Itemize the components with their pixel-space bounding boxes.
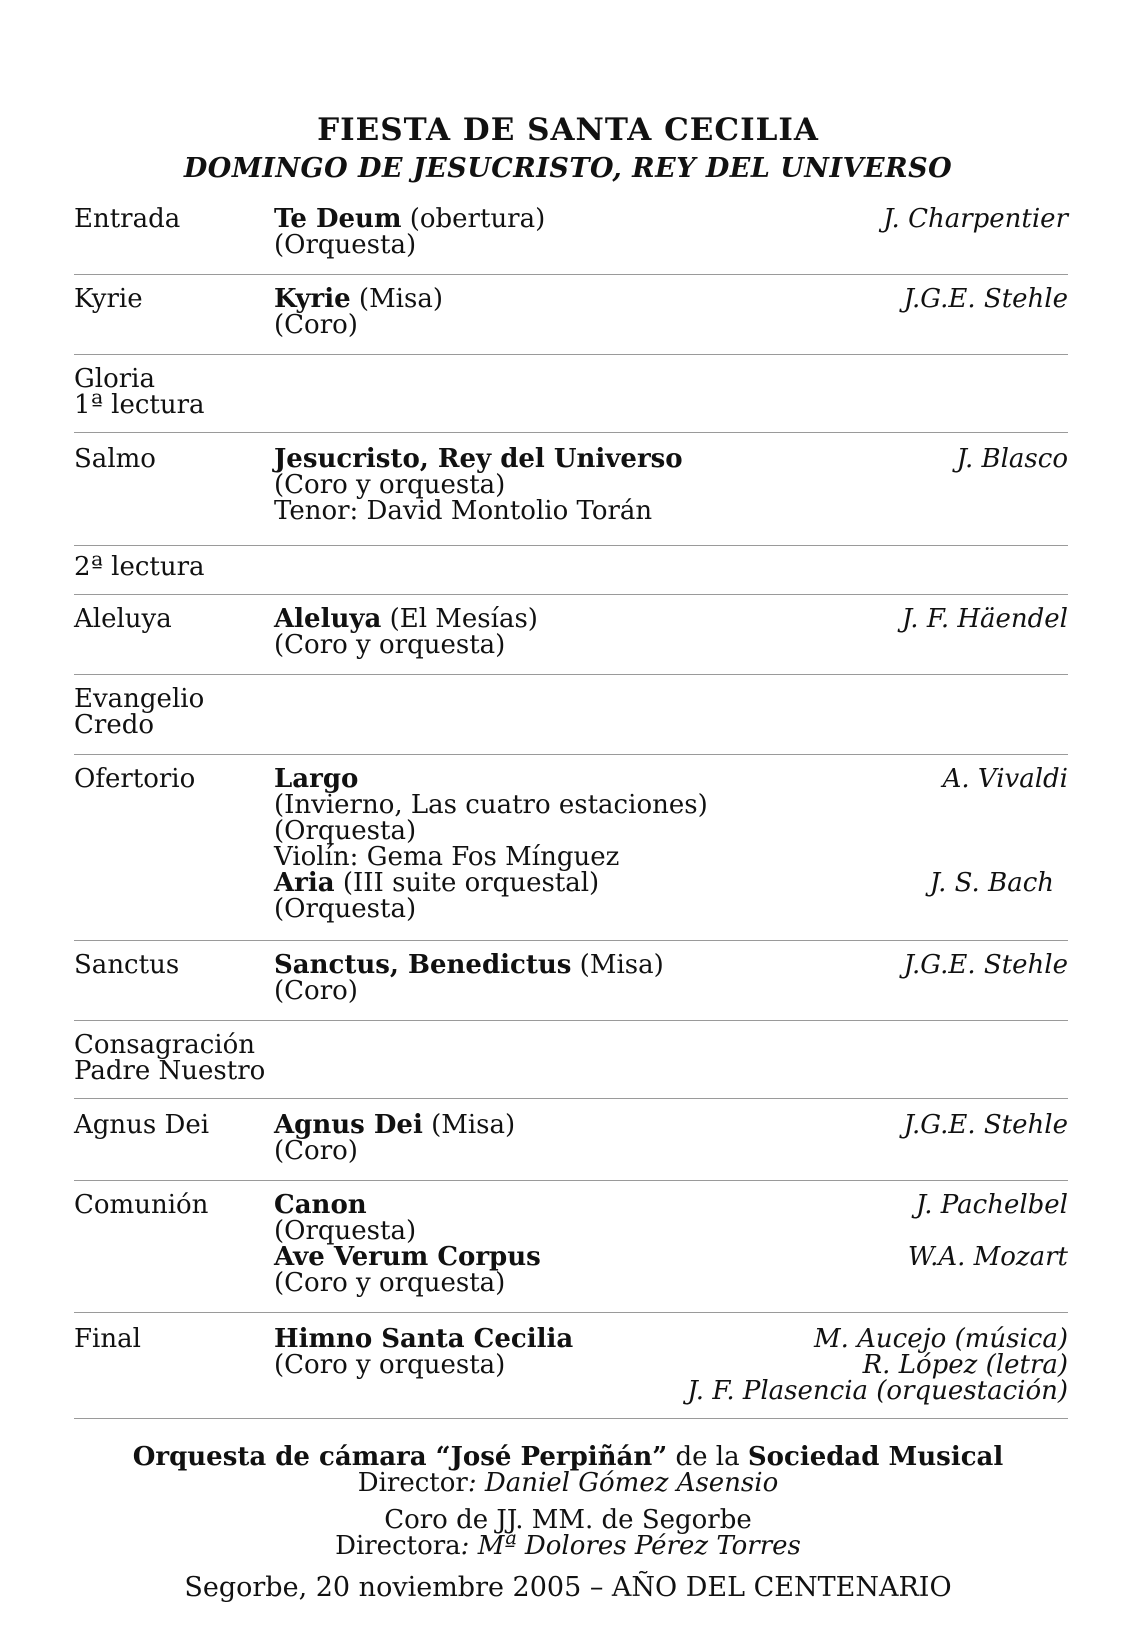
- orchestra-credit: Orquesta de cámara “José Perpiñán” de la Sociedad Musical: [132, 1442, 1004, 1472]
- work-detail: (Misa): [350, 284, 443, 314]
- performers: (Orquesta): [274, 230, 417, 260]
- composer: J. F. Häendel: [901, 604, 1068, 634]
- divider: [74, 674, 1068, 675]
- soloist: Violín: Gema Fos Mínguez: [274, 842, 620, 872]
- work-detail: (Invierno, Las cuatro estaciones): [274, 790, 708, 820]
- performers: (Coro y orquesta): [274, 1350, 506, 1380]
- work-block: [274, 206, 545, 258]
- work-title: Agnus Dei: [274, 1110, 423, 1140]
- divider: [74, 545, 1068, 546]
- performers: (Coro y orquesta): [274, 1268, 506, 1298]
- work-title: Aleluya: [274, 604, 382, 634]
- work-block: [274, 606, 538, 658]
- divider: [74, 1418, 1068, 1419]
- liturgy-part: Evangelio Credo: [74, 684, 205, 740]
- divider: [74, 1180, 1068, 1181]
- liturgy-part: Salmo: [74, 444, 156, 474]
- page-title: FIESTA DE SANTA CECILIA: [317, 112, 819, 148]
- composer: W.A. Mozart: [907, 1242, 1068, 1272]
- work-title: Canon: [274, 1190, 367, 1220]
- liturgy-part: Sanctus: [74, 950, 180, 980]
- work-title: Te Deum: [274, 204, 402, 234]
- work-title: Jesucristo, Rey del Universo: [274, 444, 683, 474]
- work-block: [274, 446, 683, 524]
- liturgy-part: Ofertorio: [74, 764, 196, 794]
- liturgy-part: Kyrie: [74, 284, 143, 314]
- work-detail: (III suite orquestal): [334, 868, 600, 898]
- liturgy-part: Consagración Padre Nuestro: [74, 1030, 266, 1086]
- divider: [74, 940, 1068, 941]
- work-title: Largo: [274, 764, 359, 794]
- divider: [74, 274, 1068, 275]
- orchestra-director: Director: Daniel Gómez Asensio: [357, 1468, 779, 1498]
- divider: [74, 1312, 1068, 1313]
- composer: J. Pachelbel: [915, 1190, 1068, 1220]
- work-title: Himno Santa Cecilia: [274, 1324, 574, 1354]
- liturgy-part: 2ª lectura: [74, 552, 205, 582]
- soloist: Tenor: David Montolio Torán: [274, 496, 653, 526]
- work-block: [274, 1192, 541, 1296]
- work-detail: (obertura): [401, 204, 546, 234]
- liturgy-part: Gloria 1ª lectura: [74, 364, 205, 420]
- composer: J. Charpentier: [883, 204, 1068, 234]
- place-date: Segorbe, 20 noviembre 2005 – AÑO DEL CENTENARIO: [184, 1572, 952, 1603]
- choir-director: Directora: Mª Dolores Pérez Torres: [335, 1531, 801, 1561]
- divider: [74, 354, 1068, 355]
- performers: (Coro y orquesta): [274, 630, 506, 660]
- divider: [74, 1098, 1068, 1099]
- composer: A. Vivaldi: [942, 764, 1068, 794]
- work-detail: (Misa): [422, 1110, 516, 1140]
- performers: (Coro): [274, 976, 358, 1006]
- composer: J. S. Bach: [929, 868, 1054, 898]
- work-title: Ave Verum Corpus: [274, 1242, 541, 1272]
- work-title: Kyrie: [274, 284, 351, 314]
- work-title: Sanctus, Benedictus: [274, 950, 572, 980]
- divider: [74, 594, 1068, 595]
- composer: J.G.E. Stehle: [903, 1110, 1068, 1140]
- performers: (Orquesta): [274, 894, 417, 924]
- divider: [74, 1020, 1068, 1021]
- work-block: [274, 1112, 515, 1164]
- work-detail: (Misa): [571, 950, 664, 980]
- liturgy-part: Comunión: [74, 1190, 209, 1220]
- page-subtitle: DOMINGO DE JESUCRISTO, REY DEL UNIVERSO: [183, 153, 953, 184]
- composer: J. Blasco: [956, 444, 1068, 474]
- liturgy-part: Agnus Dei: [74, 1110, 210, 1140]
- performers: (Coro): [274, 1136, 358, 1166]
- performers: (Coro): [274, 310, 358, 340]
- liturgy-part: Entrada: [74, 204, 181, 234]
- performers: (Orquesta): [274, 1216, 417, 1246]
- liturgy-part: Final: [74, 1324, 141, 1354]
- composer-credits: M. Aucejo (música) R. López (letra) J. F. Plasencia (orquestación): [687, 1324, 1068, 1406]
- work-title: Aria: [274, 868, 335, 898]
- performers: (Coro y orquesta): [274, 470, 506, 500]
- composer: J.G.E. Stehle: [903, 950, 1068, 980]
- work-block: [274, 286, 443, 338]
- work-detail: (El Mesías): [381, 604, 538, 634]
- composer: J.G.E. Stehle: [903, 284, 1068, 314]
- performers: (Orquesta): [274, 816, 417, 846]
- liturgy-part: Aleluya: [74, 604, 172, 634]
- work-block: [274, 952, 664, 1004]
- divider: [74, 754, 1068, 755]
- work-block: [274, 766, 708, 922]
- choir-credit: Coro de JJ. MM. de Segorbe: [384, 1505, 752, 1535]
- divider: [74, 432, 1068, 433]
- work-block: [274, 1326, 573, 1378]
